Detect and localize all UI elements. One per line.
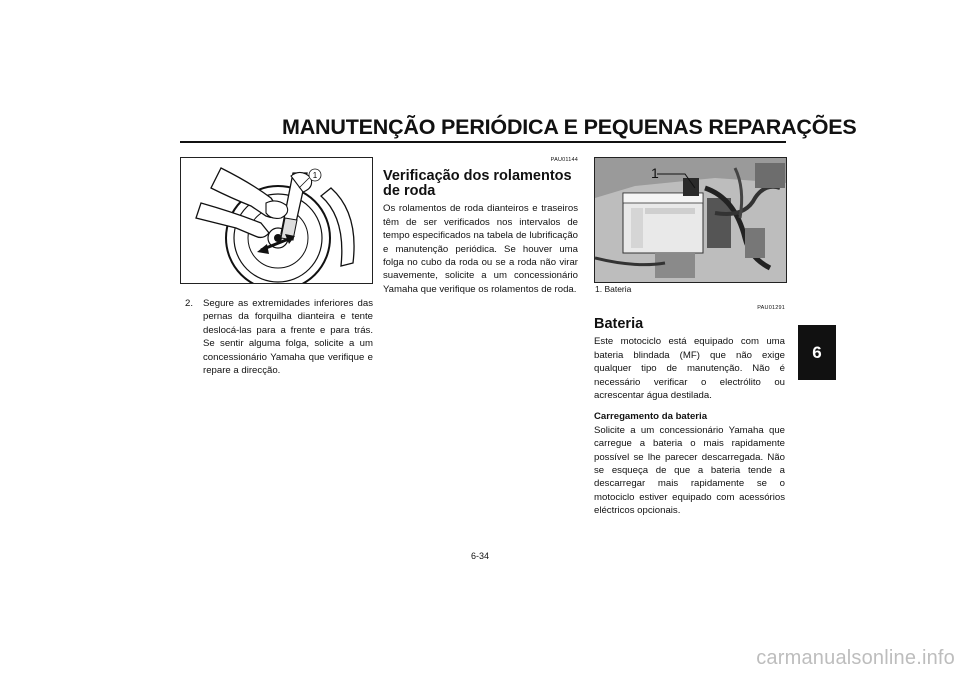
header-rule [180,141,786,143]
list-item [185,297,373,377]
subsection-title-charging: Carregamento da bateria [594,411,708,423]
charging-body: Solicite a um concessionário Yamaha que carregue a bateria o mais rapidamente possível se lhe parecer descarregada. Não se esqueça de que a bateria tende a descarregar mais rapidamente se o motociclo estiver equipado com acessórios eléctricos opcionais. [594,424,785,517]
chapter-tab: 6 [798,325,836,380]
page-header-title: MANUTENÇÃO PERIÓDICA E PEQUENAS REPARAÇÕES [282,115,857,139]
battery-photo [594,157,787,283]
right-column [594,302,785,518]
section-title-wheel-bearings: Verificação dos rolamentos de roda [383,168,572,200]
section-title-battery: Bateria [594,316,644,333]
left-column [185,297,373,377]
battery-figure-label: 1 [651,165,659,181]
fork-check-illustration [180,157,373,284]
middle-column [383,154,578,296]
step-number: 2. [185,298,194,309]
watermark: carmanualsonline.info [756,647,955,669]
page-number: 6-34 [470,551,489,561]
battery-body: Este motociclo está equipado com uma bateria blindada (MF) que não exige qualquer tipo de manutenção. Não é necessário verificar o electrólito ou acrescentar água destilada. [594,336,785,402]
ref-code: PAU01291 [757,305,785,311]
step-text: Segure as extremidades inferiores das pernas da forquilha dianteira e tente deslocá-las para a frente e para trás. Se sentir alguma folga, solicite a um concessionário Yamaha que verifique e repare a direcção. [203,298,373,377]
wheel-bearings-body: Os rolamentos de roda dianteiros e traseiros têm de ser verificados nos intervalos de tempo especificados na tabela de lubrificação e manutenção periódica. Se houver uma folga no cubo da roda ou se a roda não virar suavemente, solicite a um concessionário Yamaha que verifique os rolamentos de roda. [383,203,578,295]
ref-code: PAU01144 [550,157,578,163]
battery-figure-caption: 1. Bateria [595,284,632,294]
fork-figure-label: 1 [312,171,318,180]
